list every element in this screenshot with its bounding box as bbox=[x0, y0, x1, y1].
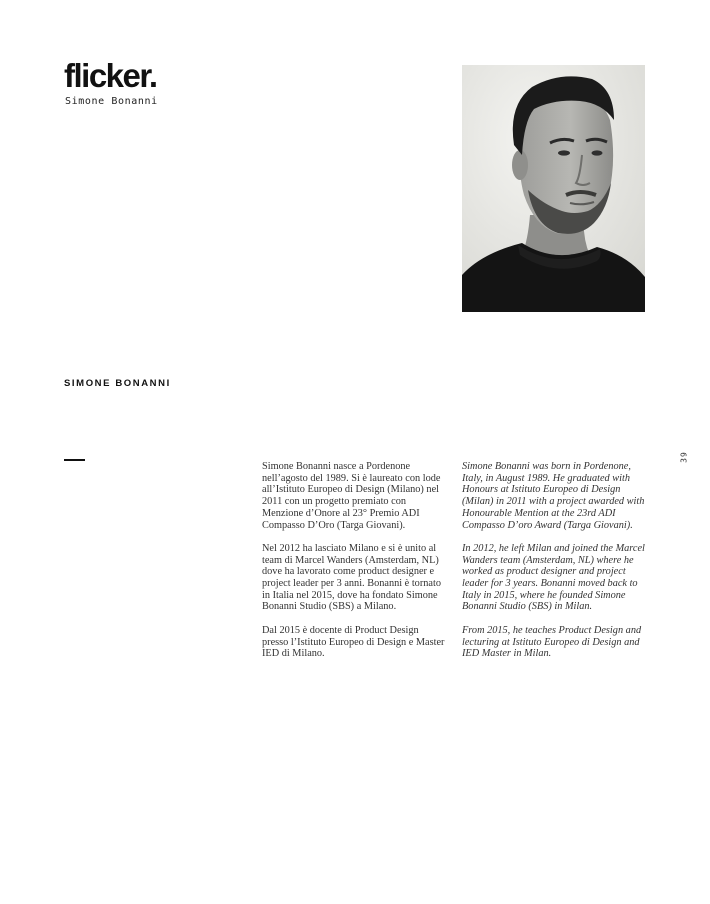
section-divider-dash bbox=[64, 459, 85, 461]
italian-biography bbox=[262, 461, 447, 672]
designer-name-subtitle: Simone Bonanni bbox=[65, 96, 158, 107]
italian-paragraph: Simone Bonanni nasce a Pordenone nell’agosto del 1989. Si è laureato con lode all’Istituto Europeo di Design (Milano) nel 2011 con un progetto premiato con Menzione d’Onore al 23° Premio ADI Compasso D’Oro (Targa Giovani). bbox=[262, 461, 441, 531]
english-paragraph: From 2015, he teaches Product Design and lecturing at Istituto Europeo di Design and IED Master in Milan. bbox=[462, 624, 642, 660]
italian-paragraph: Dal 2015 è docente di Product Design presso l’Istituto Europeo di Design e Master IED di Milano. bbox=[262, 624, 445, 660]
flicker-logo: flicker. bbox=[64, 57, 157, 94]
portrait-photo bbox=[462, 65, 645, 312]
english-paragraph: In 2012, he left Milan and joined the Marcel Wanders team (Amsterdam, NL) where he worked as product designer and project leader for 3 years. Bonanni moved back to Italy in 2015, where he founded Simone Bonanni Studio (SBS) in Milan. bbox=[462, 542, 645, 613]
english-biography bbox=[462, 461, 652, 672]
section-heading: SIMONE BONANNI bbox=[64, 378, 171, 389]
italian-paragraph: Nel 2012 ha lasciato Milano e si è unito al team di Marcel Wanders (Amsterdam, NL) dove ha lavorato come product designer e project leader per 3 anni. Bonanni è tornato in Italia nel 2015, dove ha fondato Simone Bonanni Studio (SBS) a Milano. bbox=[262, 542, 441, 613]
page-number: 39 bbox=[679, 451, 689, 463]
english-paragraph: Simone Bonanni was born in Pordenone, Italy, in August 1989. He graduated with Honours at Istituto Europeo di Design (Milan) in 2011 with a project awarded with Honourable Mention at the 23rd ADI Compasso D’oro Award (Targa Giovani). bbox=[462, 461, 645, 531]
